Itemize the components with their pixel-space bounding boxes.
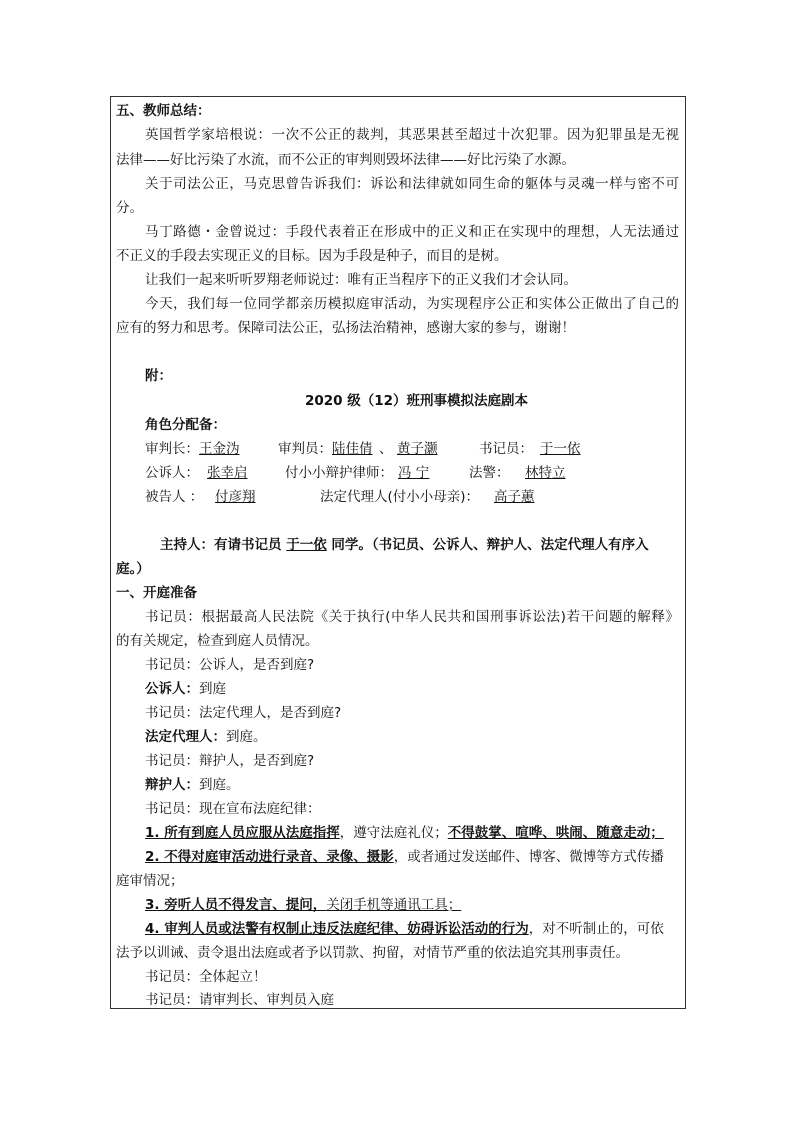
answer-3: 辩护人：到庭。	[145, 777, 240, 793]
clerk-intro-line-1: 书记员：根据最高人民法院《关于执行(中华人民共和国刑事诉讼法)若干问题的解释》	[145, 609, 679, 625]
script-title: 2020 级（12）班刑事模拟法庭剧本	[305, 393, 529, 409]
summary-paragraph-3a: 马丁路德・金曾说过：手段代表着正在形成中的正义和正在实现中的理想，人无法通过	[145, 224, 679, 240]
defender-label: 付小小辩护律师：	[285, 465, 393, 481]
summary-paragraph-1b: 法律——好比污染了水流，而不公正的审判则毁坏法律——好比污染了水源。	[116, 152, 575, 168]
judge-2-name: 黄子灏	[397, 441, 438, 457]
defendant-name: 付彦翔	[215, 489, 256, 505]
clerk-announce: 书记员：现在宣布法庭纪律：	[145, 801, 321, 817]
bailiff-label: 法警：	[469, 465, 510, 481]
host-line-2: 庭。）	[116, 561, 150, 577]
clerk-question-1: 书记员：公诉人，是否到庭?	[145, 657, 315, 673]
guardian-name: 高子蕙	[494, 489, 535, 505]
clerk-rise: 书记员：全体起立！	[145, 969, 267, 985]
summary-paragraph-3b: 不正义的手段去实现正义的目标。因为手段是种子，而目的是树。	[116, 248, 508, 264]
guardian-label: 法定代理人(付小小母亲)：	[320, 489, 480, 505]
clerk-name: 于一依	[540, 441, 581, 457]
rule-1: 1. 所有到庭人员应服从法庭指挥，遵守法庭礼仪；不得鼓掌、喧哗、哄闹、随意走动；	[145, 825, 664, 841]
rule-2: 2. 不得对庭审活动进行录音、录像、摄影，或者通过发送邮件、博客、微博等方式传播	[145, 849, 664, 865]
rule-3: 3. 旁听人员不得发言、提问，关闭手机等通讯工具；	[145, 897, 462, 913]
clerk-intro-line-2: 的有关规定，检查到庭人员情况。	[116, 633, 319, 649]
bailiff-name: 林特立	[525, 465, 566, 481]
summary-paragraph-4: 让我们一起来听听罗翔老师说过：唯有正当程序下的正义我们才会认同。	[145, 272, 577, 288]
summary-paragraph-1a: 英国哲学家培根说：一次不公正的裁判，其恶果甚至超过十次犯罪。因为犯罪虽是无视	[145, 127, 679, 143]
summary-heading: 五、教师总结：	[116, 103, 211, 119]
section-1-heading: 一、开庭准备	[116, 585, 197, 601]
chief-judge-name: 王金沩	[199, 441, 240, 457]
judges-separator: 、	[379, 441, 393, 457]
prosecutor-label: 公诉人：	[145, 465, 199, 481]
answer-1: 公诉人：到庭	[145, 681, 226, 697]
summary-paragraph-2b: 分。	[116, 200, 143, 216]
judge-1-name: 陆佳倩	[332, 441, 373, 457]
host-line-1: 主持人：有请书记员 于一依 同学。（书记员、公诉人、辩护人、法定代理人有序入	[160, 537, 649, 553]
answer-2: 法定代理人：到庭。	[145, 729, 267, 745]
roles-heading: 角色分配备：	[145, 417, 226, 433]
chief-judge-label: 审判长：	[145, 441, 199, 457]
rule-2-cont: 庭审情况；	[116, 873, 184, 889]
clerk-label: 书记员：	[479, 441, 533, 457]
rule-4-cont: 法予以训诫、责令退出法庭或者予以罚款、拘留，对情节严重的依法追究其刑事责任。	[116, 945, 629, 961]
judges-label: 审判员：	[278, 441, 332, 457]
clerk-question-2: 书记员：法定代理人，是否到庭?	[145, 705, 342, 721]
summary-paragraph-5a: 今天，我们每一位同学都亲历模拟庭审活动，为实现程序公正和实体公正做出了自己的	[145, 296, 679, 312]
rule-4: 4. 审判人员或法警有权制止违反法庭纪律、妨碍诉讼活动的行为，对不听制止的，可依	[145, 921, 664, 937]
clerk-question-3: 书记员：辩护人，是否到庭?	[145, 753, 315, 769]
summary-paragraph-2a: 关于司法公正，马克思曾告诉我们：诉讼和法律就如同生命的躯体与灵魂一样与密不可	[145, 176, 679, 192]
clerk-enter: 书记员：请审判长、审判员入庭	[145, 992, 334, 1008]
defender-name: 冯 宁	[398, 465, 430, 481]
summary-paragraph-5b: 应有的努力和思考。保障司法公正，弘扬法治精神，感谢大家的参与，谢谢！	[116, 320, 575, 336]
appendix-label: 附：	[145, 368, 172, 384]
prosecutor-name: 张幸启	[207, 465, 248, 481]
defendant-label: 被告人 ：	[145, 489, 204, 505]
host-clerk-name: 于一依	[286, 537, 327, 553]
